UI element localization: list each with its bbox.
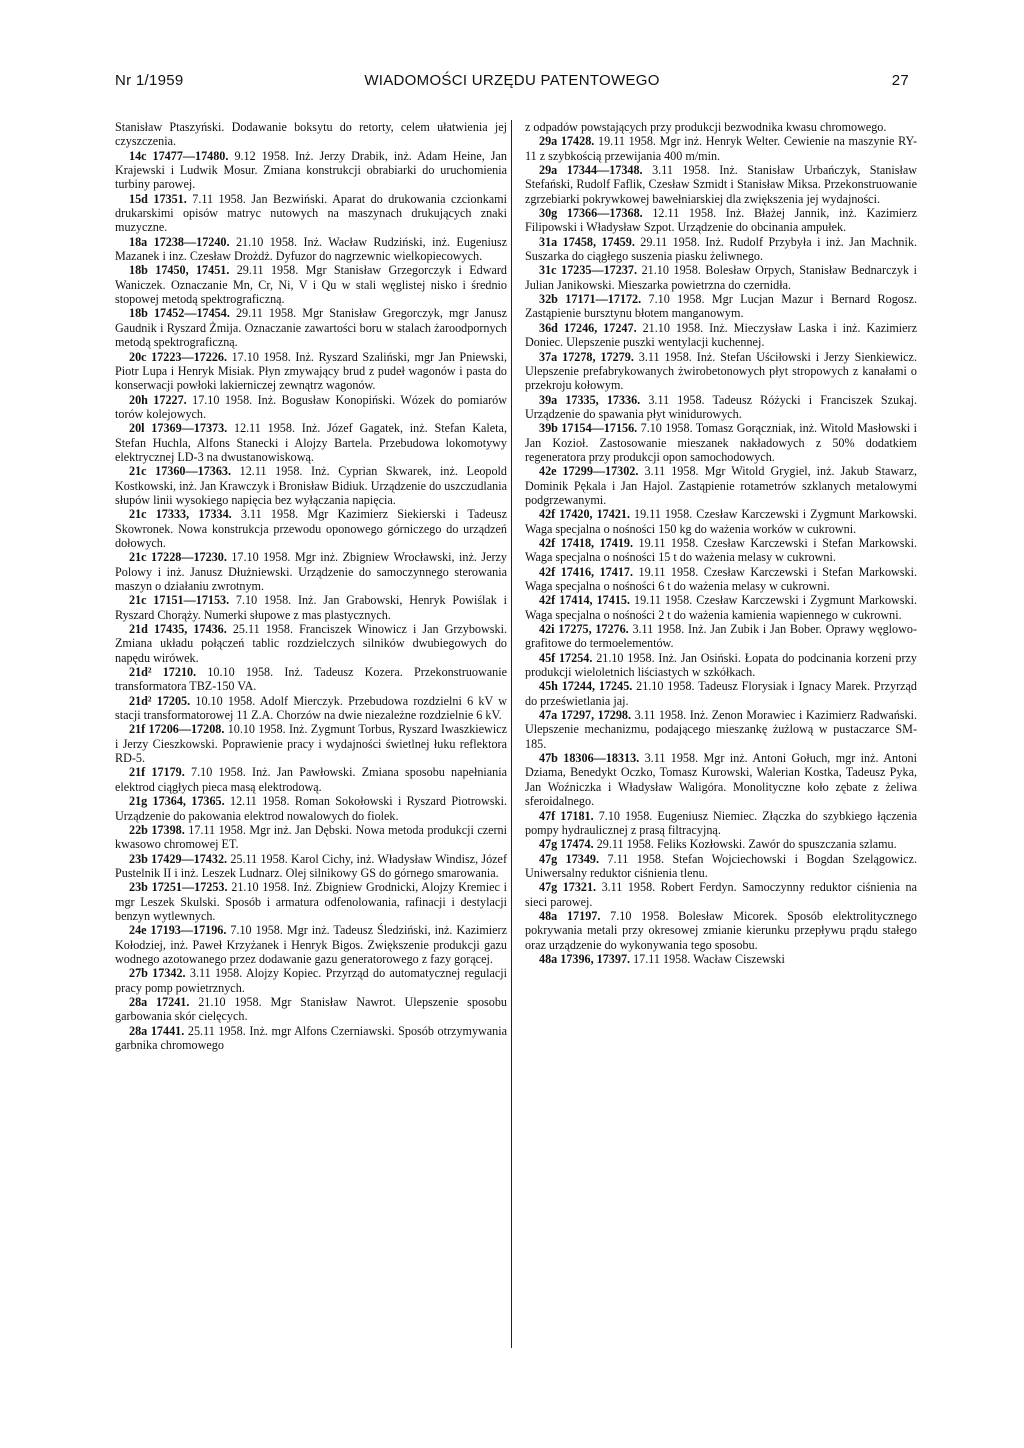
- patent-class-number: 45h 17244, 17245.: [539, 679, 633, 694]
- patent-class-number: 18a 17238—17240.: [129, 234, 230, 249]
- patent-description: z odpadów powstających przy produkcji bezwodnika kwasu chromowego.: [525, 120, 887, 134]
- patent-class-number: 21d² 17205.: [129, 693, 191, 708]
- patent-class-number: 47g 17349.: [539, 851, 600, 866]
- patent-description: 7.10 1958. Tomasz Gorączniak, inż. Witold Masłowski i Jan Kozioł. Zastosowanie mieszanek nakładowych z 50% dodatkiem regeneratora przy produkcji opon samochodowych.: [525, 421, 917, 464]
- patent-description: 17.11 1958. Mgr inż. Jan Dębski. Nowa metoda produkcji czerni kwasowo chromowej ET.: [115, 822, 507, 852]
- patent-description: 7.10 1958. Mgr Lucjan Mazur i Bernard Rogosz. Zastąpienie bursztynu błotem manganowym.: [525, 292, 917, 321]
- patent-class-number: 21f 17206—17208.: [129, 722, 225, 737]
- patent-description: 21.10 1958. Bolesław Orpych, Stanisław Bednarczyk i Julian Janikowski. Mieszarka powietrzna do czernidła.: [525, 263, 917, 292]
- patent-description: 29.11 1958. Feliks Kozłowski. Zawór do spuszczania szlamu.: [596, 837, 897, 852]
- patent-class-number: 42f 17420, 17421.: [539, 507, 630, 522]
- patent-entry: [115, 622, 507, 665]
- patent-class-number: 20l 17369—17373.: [129, 421, 228, 436]
- patent-class-number: 21c 17360—17363.: [129, 464, 232, 479]
- patent-description: 19.11 1958. Czesław Karczewski i Zygmunt Markowski. Waga specjalna o nośności 150 kg do ważenia worków w cukrowni.: [525, 507, 917, 536]
- patent-description: 3.11 1958. Robert Ferdyn. Samoczynny reduktor ciśnienia na sieci parowej.: [525, 880, 917, 909]
- right-column: [525, 120, 917, 966]
- patent-class-number: 18b 17452—17454.: [129, 306, 230, 321]
- patent-description: 12.11 1958. Roman Sokołowski i Ryszard Piotrowski. Urządzenie do pakowania elektrod nowalowych do fiolek.: [115, 794, 507, 823]
- patent-description: 17.10 1958. Mgr inż. Zbigniew Wrocławski, inż. Jerzy Polowy i inż. Janusz Dłużniewski. Urządzenie do samoczynnego sterowania maszyn o działaniu zwrotnym.: [115, 550, 507, 593]
- page-header: [115, 72, 909, 94]
- patent-description: 19.11 1958. Czesław Karczewski i Stefan Markowski. Waga specjalna o nośności 15 t do ważenia melasy w cukrowni.: [525, 535, 917, 565]
- patent-entry: [115, 235, 507, 264]
- patent-description: 10.10 1958. Adolf Mierczyk. Przebudowa rozdzielni 6 kV w stacji transformatorowej 11 Z.A. Chorzów na dwie niezależne rozdzielnie 6 kV.: [115, 693, 507, 723]
- patent-description: Stanisław Ptaszyński. Dodawanie boksytu do retorty, celem ułatwienia jej czyszczenia.: [115, 120, 507, 149]
- patent-entry: [115, 722, 507, 765]
- patent-entry: [115, 995, 507, 1024]
- patent-entry: [115, 421, 507, 464]
- patent-description: 10.10 1958. Inż. Tadeusz Kozera. Przekonstruowanie transformatora TBZ-150 VA.: [115, 665, 507, 694]
- patent-entry: [115, 350, 507, 393]
- patent-description: 7.10 1958. Bolesław Micorek. Sposób elektrolitycznego pokrywania metali przy okresowej zmianie kierunku przepływu prądu stałego oraz urządzenie do wykonywania tego sposobu.: [525, 908, 917, 952]
- patent-class-number: 27b 17342.: [129, 966, 186, 981]
- patent-description: 21.10 1958. Inż. Wacław Rudziński, inż. Eugeniusz Mazanek i inz. Czesław Drożdż. Dyfuzor do nagrzewnic wielkopiecowych.: [115, 234, 508, 264]
- patent-description: 17.10 1958. Inż. Bogusław Konopiński. Wózek do pomiarów torów kolejowych.: [115, 392, 507, 421]
- patent-entry: [115, 923, 507, 966]
- patent-description: 21.10 1958. Mgr Stanisław Nawrot. Ulepszenie sposobu garbowania skór cielęcych.: [115, 994, 507, 1024]
- patent-class-number: 47a 17297, 17298.: [539, 708, 632, 723]
- page-number: 27: [891, 72, 909, 89]
- patent-entry: [115, 593, 507, 622]
- patent-entry: [115, 149, 507, 192]
- patent-description: 3.11 1958. Inż. Zenon Morawiec i Kazimierz Radwański. Ulepszenie mechanizmu, podającego mieszankę żużlową w pustaczarce SM-185.: [525, 708, 917, 751]
- patent-entry: [115, 966, 507, 995]
- patent-entry: [115, 665, 507, 694]
- patent-entry: [115, 120, 507, 149]
- patent-description: 7.10 1958. Inż. Jan Grabowski, Henryk Powiślak i Ryszard Chorąży. Numerki słupowe z mas plastycznych.: [115, 593, 507, 622]
- patent-entry: [525, 837, 917, 851]
- patent-class-number: 21d² 17210.: [129, 665, 197, 680]
- patent-description: 29.11 1958. Mgr Stanisław Gregorczyk, mgr Janusz Gaudnik i Ryszard Żmija. Oznaczanie zawartości boru w stalach żaroodpornych metodą spektrograficzną.: [115, 306, 507, 350]
- patent-description: 21.10 1958. Inż. Zbigniew Grodnicki, Alojzy Kremiec i mgr Leszek Skulski. Sposób i armatura odfenolowania, rafinacji i destylacji benzyn wytlewnych.: [115, 880, 507, 923]
- patent-entry: [525, 593, 917, 622]
- patent-entry: [525, 321, 917, 350]
- patent-description: 17.10 1958. Inż. Ryszard Szaliński, mgr Jan Pniewski, Piotr Lupa i Henryk Misiak. Płyn zmywający brud z pudeł wagonów i pasta do konserwacji powłoki lakierniczej zewnątrz wagonów.: [115, 349, 507, 393]
- patent-entry: [525, 536, 917, 565]
- patent-entry: [525, 235, 917, 264]
- patent-class-number: 42f 17418, 17419.: [539, 535, 633, 550]
- patent-entry: [115, 550, 507, 593]
- patent-entry: [525, 952, 917, 966]
- patent-entry: [525, 507, 917, 536]
- patent-description: 12.11 1958. Inż. Cyprian Skwarek, inż. Leopold Kostkowski, inż. Jan Krawczyk i Bronisław Bidiuk. Urządzenie do uszczudlania słupów linii wysokiego napięcia bez wyłączania napięcia.: [115, 464, 507, 507]
- patent-entry: [525, 292, 917, 321]
- patent-description: 10.10 1958. Inż. Zygmunt Torbus, Ryszard Iwaszkiewicz i Jerzy Cieszkowski. Poprawienie pracy i wydajności świetlnej łuku reflektora RD-5.: [115, 722, 507, 766]
- patent-class-number: 47b 18306—18313.: [539, 751, 640, 766]
- patent-class-number: 21f 17179.: [129, 765, 185, 780]
- patent-entry: [525, 206, 917, 235]
- patent-entry: [115, 1024, 507, 1053]
- patent-description: 3.11 1958. Inż. Stefan Uściłowski i Jerzy Sienkiewicz. Ulepszenie prefabrykowanych żwirobetonowych płyt stropowych z kanałami o przekroju kołowym.: [525, 349, 917, 393]
- patent-entry: [115, 852, 507, 881]
- patent-entry: [115, 192, 507, 235]
- patent-description: 7.11 1958. Jan Bezwiński. Aparat do drukowania czcionkami drukarskimi opisów matryc nutowych na maszynach drukujących znaki muzyczne.: [115, 191, 507, 235]
- issue-number: Nr 1/1959: [115, 72, 184, 89]
- patent-description: 21.10 1958. Tadeusz Florysiak i Ignacy Marek. Przyrząd do prześwietlania jaj.: [525, 679, 917, 708]
- patent-description: 7.11 1958. Stefan Wojciechowski i Bogdan Szelągowicz. Uniwersalny reduktor ciśnienia tlenu.: [525, 851, 917, 880]
- patent-description: 25.11 1958. Franciszek Winowicz i Jan Grzybowski. Zmiana układu połączeń tablic rozdzielczych silników dwubiegowych do napędu wirówek.: [115, 622, 507, 665]
- patent-entry: [115, 794, 507, 823]
- patent-entry: [525, 622, 917, 651]
- patent-entry: [115, 823, 507, 852]
- patent-description: 9.12 1958. Inż. Jerzy Drabik, inż. Adam Heine, Jan Krajewski i Ludwik Mosur. Zmiana konstrukcji obrabiarki do uruchomienia turbiny parowej.: [115, 148, 507, 192]
- patent-class-number: 21c 17333, 17334.: [129, 507, 232, 522]
- patent-entry: [525, 421, 917, 464]
- patent-entry: [115, 880, 507, 923]
- patent-class-number: 30g 17366—17368.: [539, 206, 643, 221]
- journal-title: WIADOMOŚCI URZĘDU PATENTOWEGO: [364, 72, 660, 89]
- patent-description: 12.11 1958. Inż. Błażej Jannik, inż. Kazimierz Filipowski i Władysław Szpot. Urządzenie do obcinania ampułek.: [525, 206, 918, 235]
- patent-entry: [525, 565, 917, 594]
- patent-class-number: 20c 17223—17226.: [129, 349, 227, 364]
- patent-entry: [115, 263, 507, 306]
- patent-entry: [525, 464, 917, 507]
- patent-class-number: 42i 17275, 17276.: [539, 622, 629, 637]
- patent-entry: [115, 306, 507, 349]
- patent-class-number: 29a 17344—17348.: [539, 163, 643, 178]
- patent-class-number: 21c 17228—17230.: [129, 550, 227, 565]
- patent-class-number: 47g 17474.: [539, 837, 594, 852]
- patent-class-number: 24e 17193—17196.: [129, 923, 227, 938]
- patent-description: 21.10 1958. Inż. Mieczysław Laska i inż. Kazimierz Doniec. Ulepszenie puszki wentylacji kuchennej.: [525, 320, 917, 350]
- patent-entry: [525, 679, 917, 708]
- patent-description: 19.11 1958. Mgr inż. Henryk Welter. Cewienie na maszynie RY-11 z szybkością przewijania 400 m/min.: [525, 134, 917, 163]
- patent-description: 3.11 1958. Mgr Kazimierz Siekierski i Tadeusz Skowronek. Nowa konstrukcja przewodu oponowego górniczego do urządzeń dołowych.: [115, 507, 507, 550]
- patent-class-number: 28a 17441.: [129, 1023, 185, 1038]
- patent-description: 19.11 1958. Czesław Karczewski i Zygmunt Markowski. Waga specjalna o nośności 2 t do ważenia kamienia wapiennego w cukrowni.: [525, 593, 917, 622]
- patent-class-number: 32b 17171—17172.: [539, 292, 642, 307]
- patent-entry: [115, 393, 507, 422]
- patent-class-number: 21g 17364, 17365.: [129, 794, 225, 809]
- patent-description: 3.11 1958. Tadeusz Różycki i Franciszek Szukaj. Urządzenie do spawania płyt winidurowych.: [525, 392, 918, 421]
- patent-entry: [525, 120, 917, 134]
- patent-class-number: 22b 17398.: [129, 822, 185, 837]
- patent-class-number: 42f 17414, 17415.: [539, 593, 630, 608]
- patent-entry: [115, 464, 507, 507]
- patent-description: 3.11 1958. Inż. Stanisław Urbańczyk, Stanisław Stefański, Rudolf Faflik, Czesław Szmidt i Stanisław Miksa. Przekonstruowanie zgrzebiarki pokrywkowej bawełniarskiej dla zwiększenia jej wydajności.: [525, 163, 917, 206]
- patent-class-number: 39b 17154—17156.: [539, 421, 638, 436]
- patent-class-number: 48a 17396, 17397.: [539, 951, 631, 966]
- patent-class-number: 31c 17235—17237.: [539, 263, 637, 278]
- patent-class-number: 31a 17458, 17459.: [539, 234, 635, 249]
- patent-entry: [525, 751, 917, 808]
- patent-description: 3.11 1958. Inż. Jan Zubik i Jan Bober. Oprawy węglowo-grafitowe do termoelementów.: [525, 622, 917, 651]
- patent-class-number: 14c 17477—17480.: [129, 148, 229, 163]
- patent-entry: [525, 263, 917, 292]
- patent-description: 19.11 1958. Czesław Karczewski i Stefan Markowski. Waga specjalna o nośności 6 t do ważenia melasy w cukrowni.: [525, 564, 917, 593]
- patent-class-number: 28a 17241.: [129, 994, 190, 1009]
- patent-class-number: 20h 17227.: [129, 392, 187, 407]
- patent-entry: [525, 651, 917, 680]
- patent-description: 25.11 1958. Inż. mgr Alfons Czerniawski. Sposób otrzymywania garbnika chromowego: [115, 1023, 507, 1052]
- patent-description: 12.11 1958. Inż. Józef Gagatek, inż. Stefan Kaleta, Stefan Huchla, Alfons Stanecki i Alojzy Bartela. Przebudowa lokomotywy elektrycznej LD-3 na dwustanowiskową.: [115, 421, 507, 464]
- patent-description: 21.10 1958. Inż. Jan Osiński. Łopata do podcinania korzeni przy produkcji wieloletnich liściastych w szkółkach.: [525, 650, 917, 680]
- patent-entry: [525, 909, 917, 952]
- patent-class-number: 15d 17351.: [129, 191, 187, 206]
- patent-entry: [525, 708, 917, 751]
- patent-entry: [525, 809, 917, 838]
- patent-entry: [115, 765, 507, 794]
- patent-class-number: 23b 17429—17432.: [129, 851, 228, 866]
- patent-class-number: 23b 17251—17253.: [129, 880, 228, 895]
- patent-entry: [525, 393, 917, 422]
- patent-class-number: 45f 17254.: [539, 650, 593, 665]
- patent-entry: [525, 880, 917, 909]
- patent-description: 29.11 1958. Inż. Rudolf Przybyła i inż. Jan Machnik. Suszarka do ciągłego suszenia piasku żeliwnego.: [525, 234, 917, 264]
- patent-class-number: 21d 17435, 17436.: [129, 622, 227, 637]
- patent-class-number: 37a 17278, 17279.: [539, 349, 634, 364]
- patent-class-number: 29a 17428.: [539, 134, 595, 149]
- patent-description: 29.11 1958. Mgr Stanisław Grzegorczyk i Edward Waniczek. Oznaczanie Mn, Cr, Ni, V i Qu w stali węglistej nisko i średnio stopowej metodą spektrograficzną.: [115, 263, 507, 307]
- patent-entry: [525, 350, 917, 393]
- patent-class-number: 39a 17335, 17336.: [539, 392, 641, 407]
- patent-entry: [115, 694, 507, 723]
- column-divider: [511, 120, 512, 1348]
- patent-description: 3.11 1958. Mgr inż. Antoni Gołuch, mgr inż. Antoni Dziama, Benedykt Oczko, Tomasz Kurowski, Walerian Kostka, Tadeusz Pyka, Jan Woźniczka i Władysław Waligóra. Monolityczne koło zębate z żeliwa sferoidalnego.: [525, 751, 917, 809]
- patent-entry: [115, 507, 507, 550]
- patent-class-number: 36d 17246, 17247.: [539, 320, 637, 335]
- patent-class-number: 47f 17181.: [539, 808, 594, 823]
- patent-class-number: 21c 17151—17153.: [129, 593, 230, 608]
- patent-description: 3.11 1958. Mgr Witold Grygiel, inż. Jakub Stawarz, Dominik Pękala i Jan Hajol. Zastąpienie rotametrów szklanych metalowymi podgrzewanymi.: [525, 464, 917, 507]
- patent-entry: [525, 163, 917, 206]
- patent-description: 7.10 1958. Mgr inż. Tadeusz Śledziński, inż. Kazimierz Kołodziej, inż. Paweł Krzyżanek i Henryk Bigos. Zwiększenie produkcji gazu wodnego azotowanego przez dodawanie gazu generatorowego z fazy gorącej.: [115, 923, 507, 966]
- patent-class-number: 42e 17299—17302.: [539, 464, 639, 479]
- patent-entry: [525, 134, 917, 163]
- patent-description: 25.11 1958. Karol Cichy, inż. Władysław Windisz, Józef Pustelnik II i inż. Leszek Ludnarz. Olej silnikowy GS do górnego smarowania.: [115, 851, 507, 880]
- patent-class-number: 48a 17197.: [539, 908, 601, 923]
- patent-description: 17.11 1958. Wacław Ciszewski: [633, 951, 785, 966]
- patent-class-number: 18b 17450, 17451.: [129, 263, 230, 278]
- patent-class-number: 47g 17321.: [539, 880, 597, 895]
- left-column: [115, 120, 507, 1052]
- patent-description: 7.10 1958. Inż. Jan Pawłowski. Zmiana sposobu napełniania elektrod ciągłych pieca masą elektrodową.: [115, 765, 508, 794]
- patent-description: 3.11 1958. Alojzy Kopiec. Przyrząd do automatycznej regulacji pracy pomp powietrznych.: [115, 966, 507, 995]
- patent-description: 7.10 1958. Eugeniusz Niemiec. Złączka do szybkiego łączenia pompy hydraulicznej z prasą filtracyjną.: [525, 808, 917, 837]
- patent-entry: [525, 852, 917, 881]
- patent-class-number: 42f 17416, 17417.: [539, 564, 633, 579]
